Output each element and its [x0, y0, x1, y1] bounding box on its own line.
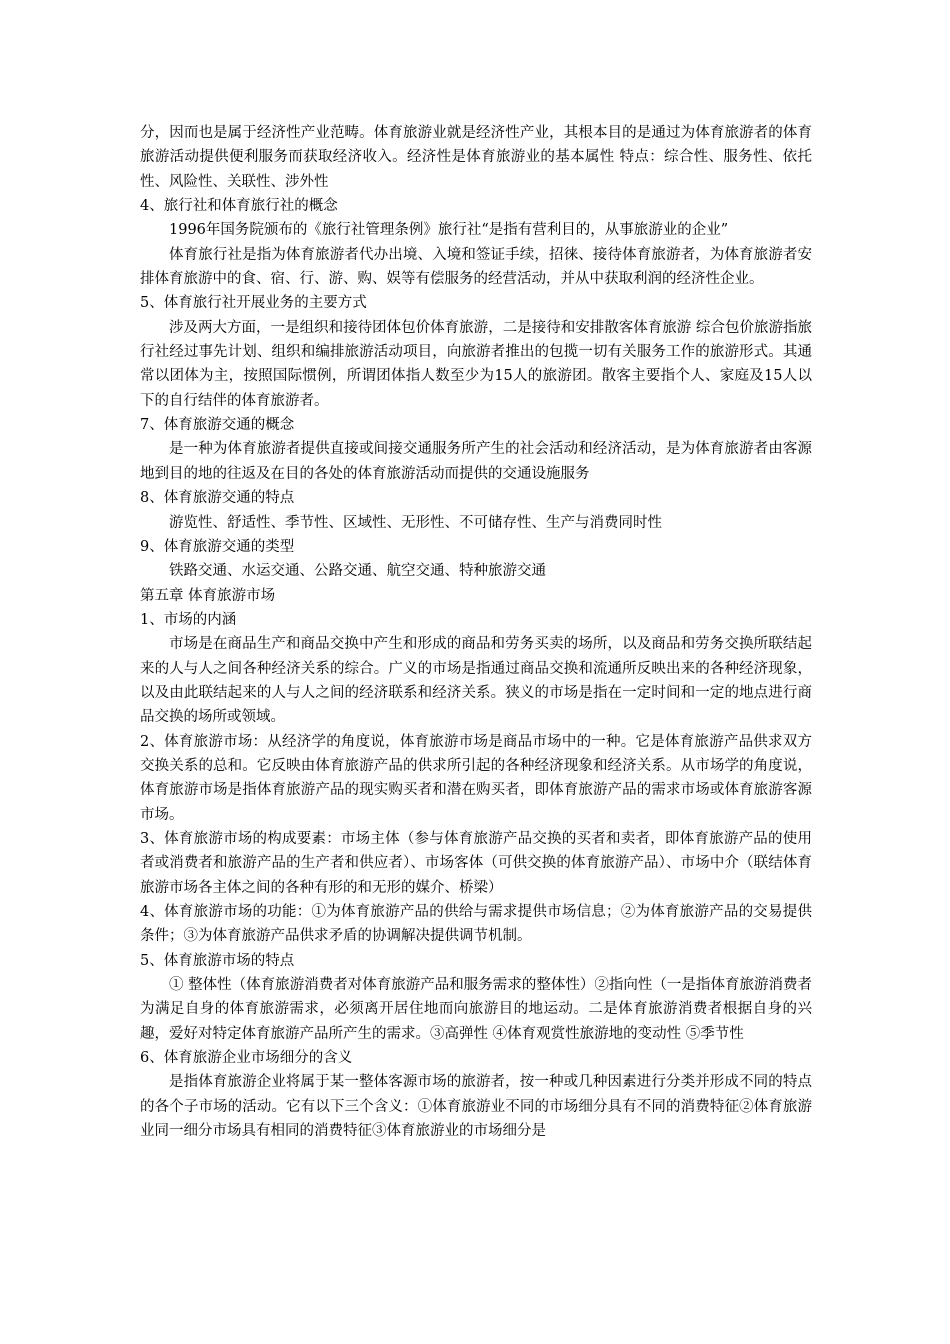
paragraph-market-segmentation: 是指体育旅游企业将属于某一整体客源市场的旅游者，按一种或几种因素进行分类并形成不同的特点的各个子市场的活动。它有以下三个含义：①体育旅游业不同的市场细分具有不同的消费特征②体育旅游业同一细分市场具有相同的消费特征③体育旅游业的市场细分是: [140, 1074, 812, 1140]
heading-transport-concept: 7、体育旅游交通的概念: [140, 417, 295, 434]
paragraph-transport-types: 铁路交通、水运交通、公路交通、航空交通、特种旅游交通: [169, 563, 546, 580]
heading-transport-features: 8、体育旅游交通的特点: [140, 490, 295, 507]
heading-market-connotation: 1、市场的内涵: [140, 611, 237, 628]
document-page: [140, 121, 812, 1143]
paragraph-sports-travel-agency-definition: 体育旅行社是指为体育旅游者代办出境、入境和签证手续，招徕、接待体育旅游者，为体育旅游者安排体育旅游中的食、宿、行、游、购、娱等有偿服务的经营活动，并从中获取利润的经济性企业。: [140, 246, 812, 288]
paragraph-market-functions: 4、体育旅游市场的功能：①为体育旅游产品的供给与需求提供市场信息；②为体育旅游产品的交易提供条件；③为体育旅游产品供求矛盾的协调解决提供调节机制。: [140, 904, 812, 945]
heading-business-modes: 5、体育旅行社开展业务的主要方式: [140, 295, 367, 312]
paragraph-market-features: ① 整体性（体育旅游消费者对体育旅游产品和服务需求的整体性）②指向性（一是指体育旅游消费者为满足自身的体育旅游需求，必须离开居住地而向旅游目的地运动。二是体育旅游消费者根据自身的兴趣，爱好对特定体育旅游产品所产生的需求。③高弹性 ④体育观赏性旅游地的变动性 ⑤季节性: [140, 977, 812, 1042]
heading-market-features: 5、体育旅游市场的特点: [140, 952, 295, 969]
paragraph-transport-concept: 是一种为体育旅游者提供直接或间接交通服务所产生的社会活动和经济活动，是为体育旅游者由客源地到目的地的往返及在目的各处的体育旅游活动而提供的交通设施服务: [140, 441, 812, 482]
paragraph-sports-tourism-market: 2、体育旅游市场：从经济学的角度说，体育旅游市场是商品市场中的一种。它是体育旅游产品供求双方交换关系的总和。它反映由体育旅游产品的供求所引起的各种经济现象和经济关系。从市场学的角度说，体育旅游市场是指体育旅游产品的现实购买者和潜在购买者，即体育旅游产品的需求市场或体育旅游客源市场。: [140, 733, 812, 823]
heading-travel-agency-concept: 4、旅行社和体育旅行社的概念: [140, 198, 338, 215]
heading-transport-types: 9、体育旅游交通的类型: [140, 538, 295, 555]
paragraph-market-elements: 3、体育旅游市场的构成要素：市场主体（参与体育旅游产品交换的买者和卖者，即体育旅游产品的使用者或消费者和旅游产品的生产者和供应者）、市场客体（可供交换的体育旅游产品）、市场中介（联结体育旅游市场各主体之间的各种有形的和无形的媒介、桥梁）: [140, 830, 812, 896]
chapter-title-5: 第五章 体育旅游市场: [140, 587, 276, 604]
paragraph-market-connotation: 市场是在商品生产和商品交换中产生和形成的商品和劳务买卖的场所，以及商品和劳务交换所联结起来的人与人之间各种经济关系的综合。广义的市场是指通过商品交换和流通所反映出来的各种经济现象，以及由此联结起来的人与人之间的经济联系和经济关系。狭义的市场是指在一定时间和一定的地点进行商品交换的场所或领域。: [140, 636, 812, 726]
paragraph-business-modes: 涉及两大方面，一是组织和接待团体包价体育旅游，二是接待和安排散客体育旅游 综合包价旅游指旅行社经过事先计划、组织和编排旅游活动项目，向旅游者推出的包揽一切有关服务工作的旅游形式。其通常以团体为主，按照国际惯例，所谓团体指人数至少为15人的旅游团。散客主要指个人、家庭及15人以下的自行结伴的体育旅游者。: [140, 319, 812, 409]
paragraph-transport-features: 游览性、舒适性、季节性、区域性、无形性、不可储存性、生产与消费同时性: [169, 514, 662, 531]
heading-market-segmentation: 6、体育旅游企业市场细分的含义: [140, 1050, 353, 1067]
paragraph-travel-agency-regulation: 1996年国务院颁布的《旅行社管理条例》旅行社“是指有营利目的，从事旅游业的企业”: [169, 222, 729, 239]
paragraph-economic-nature: 分，因而也是属于经济性产业范畴。体育旅游业就是经济性产业，其根本目的是通过为体育旅游者的体育旅游活动提供便利服务而获取经济收入。经济性是体育旅游业的基本属性 特点：综合性、服务性、依托性、风险性、关联性、涉外性: [140, 125, 812, 190]
